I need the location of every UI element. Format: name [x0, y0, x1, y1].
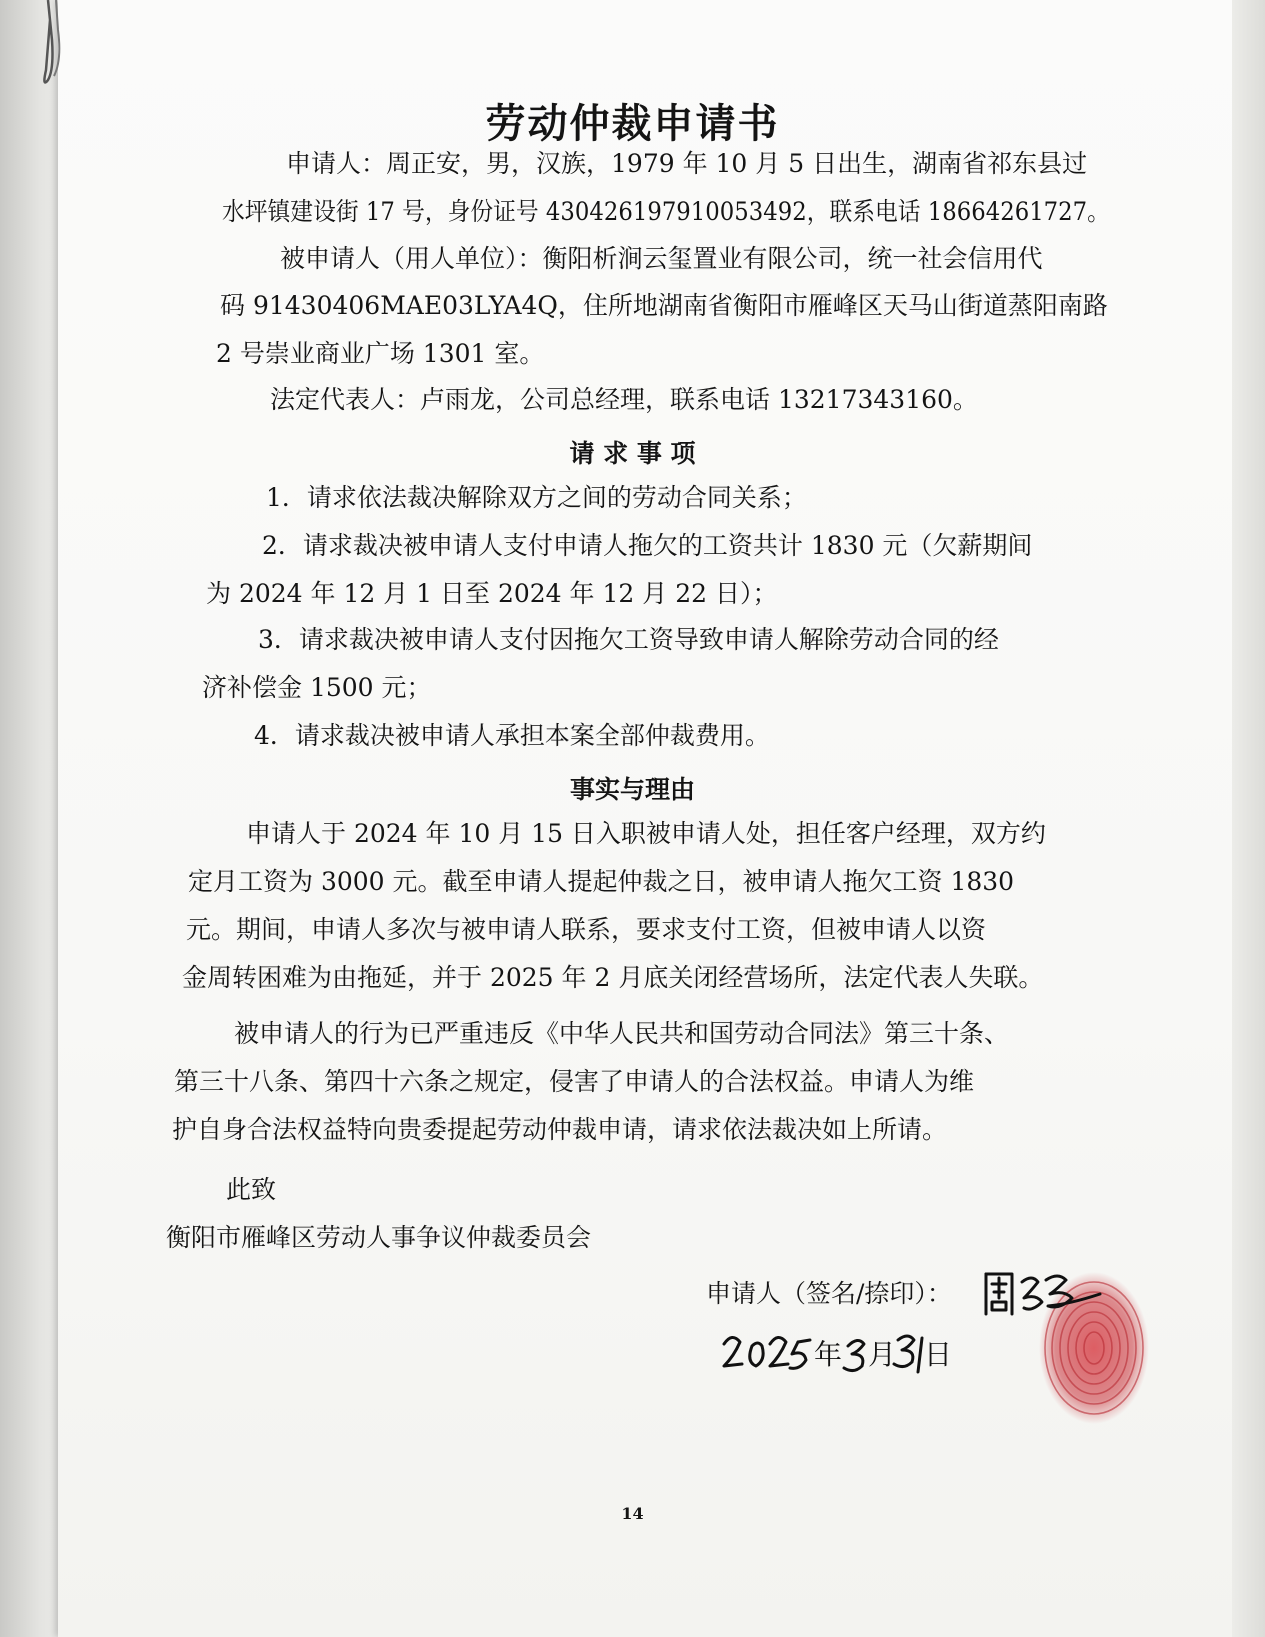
facts-p1-line-1: 申请人于 2024 年 10 月 15 日入职被申请人处，担任客户经理，双方约 — [246, 819, 1046, 848]
claim-item-3: 3．请求裁决被申请人支付因拖欠工资导致申请人解除劳动合同的经 — [258, 625, 999, 654]
svg-text:月: 月 — [868, 1338, 897, 1371]
recipient-name: 衡阳市雁峰区劳动人事争议仲裁委员会 — [166, 1223, 592, 1252]
facts-p2-line-3: 护自身合法权益特向贵委提起劳动仲裁申请，请求依法裁决如上所请。 — [172, 1115, 948, 1144]
respondent-line-2: 码 91430406MAE03LYA4Q，住所地湖南省衡阳市雁峰区天马山街道蒸阳南路 — [220, 291, 1108, 320]
facts-p1-line-4: 金周转困难为由拖延，并于 2025 年 2 月底关闭经营场所，法定代表人失联。 — [182, 963, 1044, 992]
closing-phrase: 此致 — [226, 1175, 277, 1204]
document-title: 劳动仲裁申请书 — [485, 100, 780, 147]
facts-p1-line-3: 元。期间，申请人多次与被申请人联系，要求支付工资，但被申请人以资 — [186, 915, 987, 944]
legal-rep-line: 法定代表人：卢雨龙，公司总经理，联系电话 13217343160。 — [270, 385, 978, 414]
claim-item-2: 2．请求裁决被申请人支付申请人拖欠的工资共计 1830 元（欠薪期间 — [262, 531, 1033, 560]
facts-p2-line-2: 第三十八条、第四十六条之规定，侵害了申请人的合法权益。申请人为维 — [174, 1067, 975, 1096]
svg-text:年: 年 — [814, 1338, 843, 1371]
claim-item-3-continued: 济补偿金 1500 元； — [202, 673, 432, 702]
applicant-line-2: 水坪镇建设街 17 号，身份证号 430426197910053492，联系电话 18664261727。 — [222, 197, 1110, 226]
facts-heading: 事实与理由 — [569, 775, 695, 804]
date-handwritten — [718, 1322, 953, 1384]
claim-item-2-continued: 为 2024 年 12 月 1 日至 2024 年 12 月 22 日）； — [206, 579, 778, 608]
facts-p2-line-1: 被申请人的行为已严重违反《中华人民共和国劳动合同法》第三十条、 — [234, 1019, 1010, 1048]
claim-item-4: 4．请求裁决被申请人承担本案全部仲裁费用。 — [254, 721, 770, 750]
page-number: 14 — [621, 1504, 644, 1523]
facts-p1-line-2: 定月工资为 3000 元。截至申请人提起仲裁之日，被申请人拖欠工资 1830 — [188, 867, 1015, 896]
claim-item-1: 1．请求依法裁决解除双方之间的劳动合同关系； — [266, 483, 807, 512]
applicant-line-1: 申请人：周正安，男，汉族，1979 年 10 月 5 日出生，湖南省祁东县过 — [286, 149, 1088, 178]
signature-handwritten — [980, 1268, 1110, 1324]
signature-label: 申请人（签名/捺印）： — [706, 1279, 952, 1308]
respondent-line-1: 被申请人（用人单位）：衡阳析涧云玺置业有限公司，统一社会信用代 — [280, 244, 1043, 273]
claims-heading: 请 求 事 项 — [569, 439, 696, 468]
respondent-line-3: 2 号崇业商业广场 1301 室。 — [216, 339, 545, 368]
svg-text:日: 日 — [924, 1338, 953, 1371]
